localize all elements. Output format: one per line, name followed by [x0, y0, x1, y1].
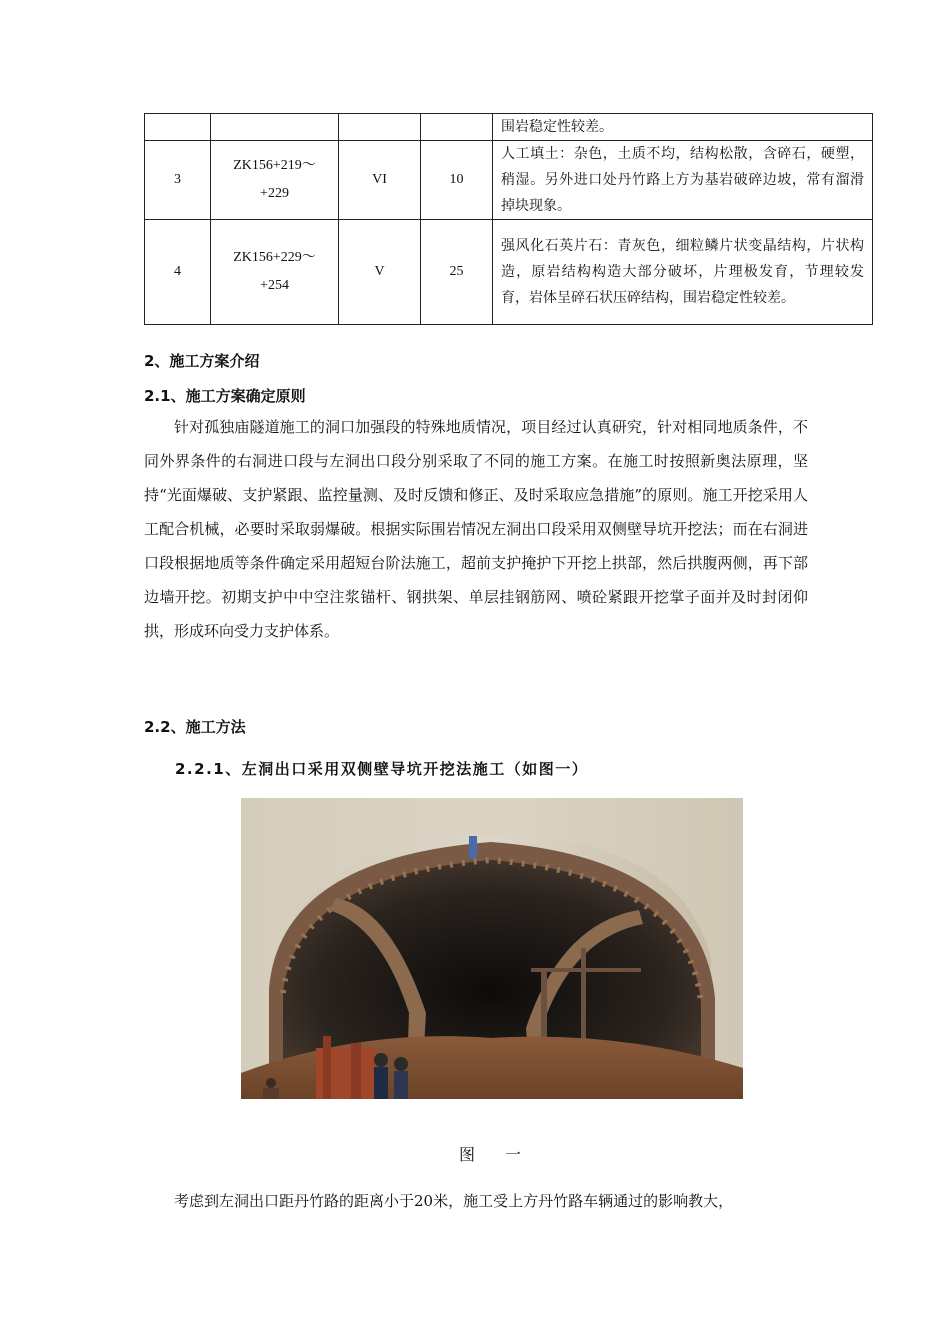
geology-table [144, 113, 873, 325]
row-number: 3 [145, 141, 211, 220]
mileage-end: +254 [260, 278, 289, 293]
length-cell: 25 [421, 220, 493, 325]
table-row [145, 220, 873, 325]
mileage-cell [211, 141, 339, 220]
section-heading-2-2: 2.2、施工方法 [144, 718, 246, 736]
figure-caption: 图一 [459, 1145, 552, 1164]
section-heading-2: 2、施工方案介绍 [144, 352, 260, 370]
row-number [145, 114, 211, 141]
row-number: 4 [145, 220, 211, 325]
grade-cell: V [339, 220, 421, 325]
description-cell: 强风化石英片石：青灰色，细粒鳞片状变晶结构，片状构造，原岩结构构造大部分破坏，片理极发育，节理较发育，岩体呈碎石状压碎结构，围岩稳定性较差。 [493, 220, 873, 325]
description-cell: 围岩稳定性较差。 [493, 114, 873, 141]
length-cell [421, 114, 493, 141]
closing-paragraph: 考虑到左洞出口距丹竹路的距离小于20米，施工受上方丹竹路车辆通过的影响教大， [174, 1192, 734, 1210]
section-heading-2-1: 2.1、施工方案确定原则 [144, 387, 306, 405]
principle-paragraph: 针对孤独庙隧道施工的洞口加强段的特殊地质情况，项目经过认真研究，针对相同地质条件，不同外界条件的右洞进口段与左洞出口段分别采取了不同的施工方案。在施工时按照新奥法原理，坚持“光面爆破、支护紧跟、监控量测、及时反馈和修正、及时采取应急措施”的原则。施工开挖采用人工配合机械，必要时采取弱爆破。根据实际围岩情况左洞出口段采用双侧壁导坑开挖法；而在右洞进口段根据地质等条件确定采用超短台阶法施工，超前支护掩护下开挖上拱部，然后拱腹两侧，再下部边墙开挖。初期支护中中空注浆锚杆、钢拱架、单层挂钢筋网、喷砼紧跟开挖掌子面并及时封闭仰拱，形成环向受力支护体系。 [144, 418, 808, 640]
mileage-start: ZK156+229～ [233, 250, 316, 265]
table-row [145, 141, 873, 220]
tunnel-portal-photo [241, 798, 743, 1099]
mileage-start: ZK156+219～ [233, 158, 316, 173]
mileage-cell [211, 114, 339, 141]
mileage-end: +229 [260, 186, 289, 201]
section-heading-2-2-1: 2.2.1、左洞出口采用双侧壁导坑开挖法施工（如图一） [175, 760, 589, 778]
mileage-cell [211, 220, 339, 325]
grade-cell [339, 114, 421, 141]
grade-cell: VI [339, 141, 421, 220]
length-cell: 10 [421, 141, 493, 220]
table-row [145, 114, 873, 141]
description-cell: 人工填土：杂色，土质不均，结构松散，含碎石，硬塑，稍湿。另外进口处丹竹路上方为基岩破碎边坡，常有溜滑掉块现象。 [493, 141, 873, 220]
tunnel-photo-illustration [241, 798, 743, 1099]
